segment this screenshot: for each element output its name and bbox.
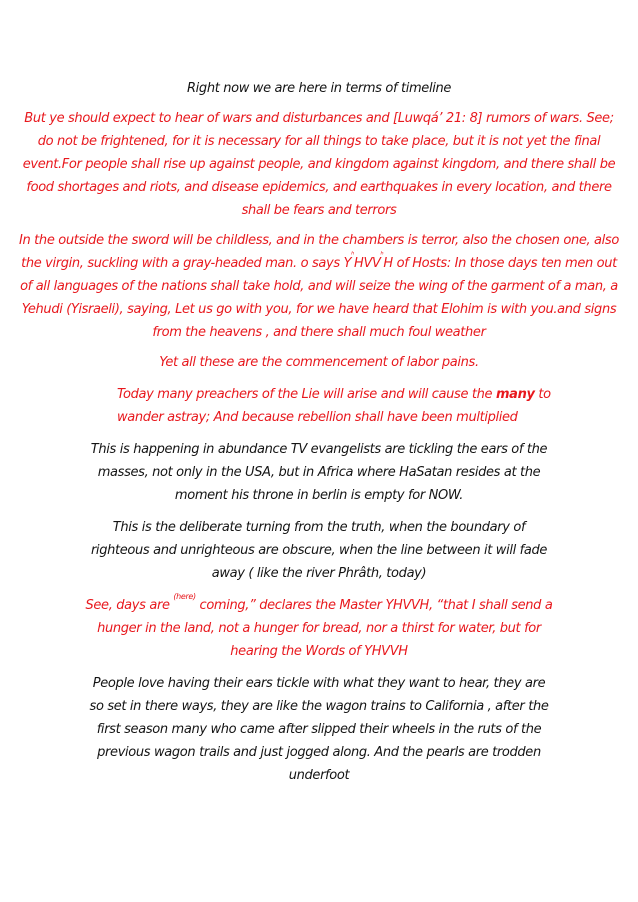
hunger-text-end: coming,” declares the Master YHVVH, “that I shall send a hunger in the land, not a hunger for bread, nor a thirst for water, but for hearing the Words of YHVVH — [97, 598, 553, 659]
superscript-mark: ʰ — [380, 250, 384, 259]
preachers-text-start: Today many preachers of the Lie will arise and will cause the — [117, 387, 496, 402]
paragraph-preachers-of-lie — [117, 383, 587, 429]
emphasis-many: many — [495, 387, 535, 402]
paragraph-sword-text-end: H of Hosts: In those days ten men out of all languages of the nations shall take hold, and will seize the wing of the garment of a man, a Yehudi (Yisraeli), saying, Let us go with you, for we have heard that Elohim is with you.and signs from the heavens , and there shall much foul weather — [20, 256, 618, 340]
paragraph-tv-evangelists: This is happening in abundance TV evangelists are tickling the ears of the masses, not only in the USA, but in Africa where HaSatan resides at the moment his throne in berlin is empty for NOW. — [90, 442, 548, 503]
paragraph-hunger-in-land — [84, 594, 554, 663]
paragraph-sword-childless — [19, 229, 619, 344]
paragraph-deliberate-turning: This is the deliberate turning from the truth, when the boundary of righteous and unrighteous are obscure, when the line between it will fade away ( like the river Phrâth, today) — [90, 520, 548, 581]
paragraph-wars-and-rumors: But ye should expect to hear of wars and disturbances and [Luwqá’ 21: 8] rumors of wars. See; do not be frightened, for it is necessary for all things to take place, but it is not yet the final event.For people shall rise up against people, and kingdom against kingdom, and there shall be food shortages and riots, and disease epidemics, and earthquakes in every location, and there shall be fears and terrors — [22, 111, 616, 218]
paragraph-labor-pains: Yet all these are the commencement of labor pains. — [159, 355, 479, 370]
paragraph-wagon-trains: People love having their ears tickle with what they want to hear, they are so set in there ways, they are like the wagon trains to California , after the first season many who came after slipped their wheels in the ruts of the previous wagon trails and just jogged along. And the pearls are trodden underfoot — [89, 676, 549, 783]
divine-name-part: HVV — [354, 256, 381, 271]
preachers-text-end: to wander astray; And because rebellion shall have been multiplied — [117, 387, 551, 425]
hunger-text-start: See, days are — [85, 598, 174, 613]
superscript-here: (here) — [173, 592, 196, 601]
superscript-mark: ʰ — [351, 250, 355, 259]
paragraph-sword-text-start: In the outside the sword will be childless, and in the chambers is terror, also the chosen one, also the virgin, suckling with a gray-headed man. o says Y — [19, 233, 619, 271]
page-heading: Right now we are here in terms of timeline — [186, 81, 452, 96]
